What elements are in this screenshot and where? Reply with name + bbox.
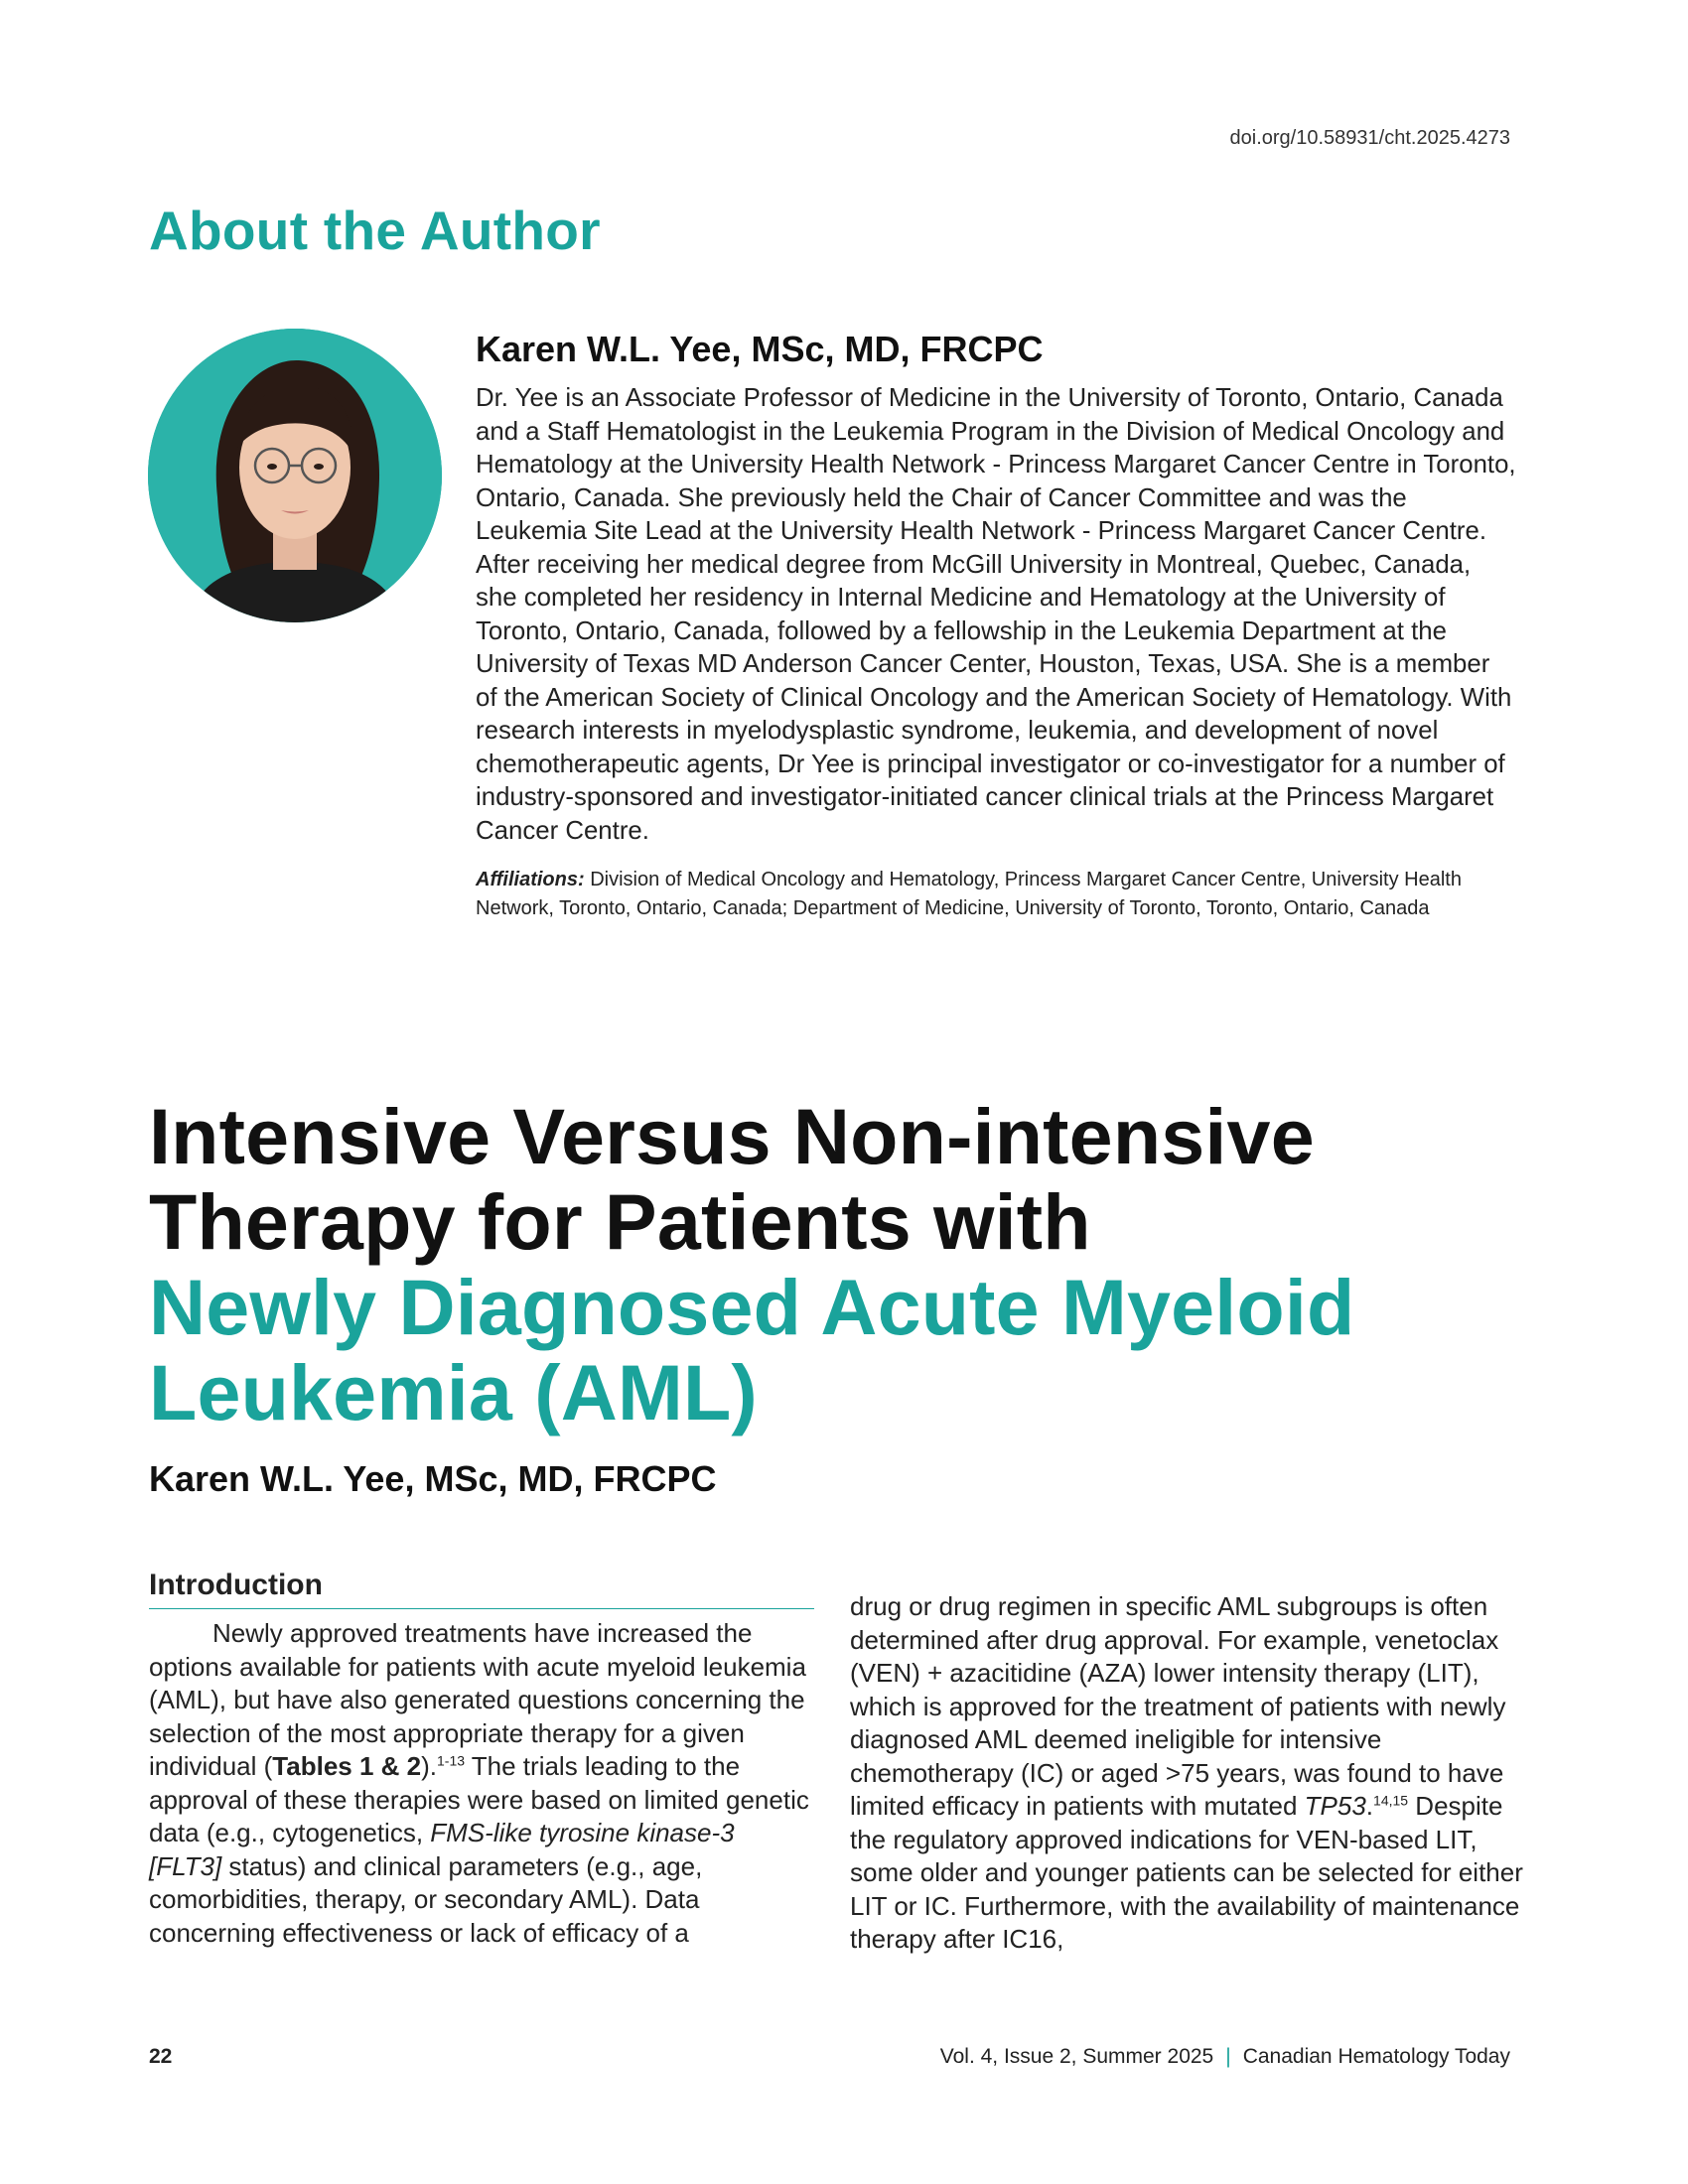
intro-paragraph-right [850, 1590, 1535, 1957]
title-line-2: Therapy for Patients with [149, 1177, 1091, 1266]
introduction-heading: Introduction [149, 1569, 814, 1609]
bio-text: Dr. Yee is an Associate Professor of Medicine in the University of Toronto, Ontario, Canada and a Staff Hematologist in the Leukemia Program in the Division of Medical Oncology and Hematology at the University Health Network - Princess Margaret Cancer Centre in Toronto, Ontario, Canada. She previously held the Chair of Cancer Committee and was the Leukemia Site Lead at the University Health Network - Princess Margaret Cancer Centre. After receiving her medical degree from McGill University in Montreal, Quebec, Canada, she completed her residency in Internal Medicine and Hematology at the University of Toronto, Ontario, Canada, followed by a fellowship in the Leukemia Department at the University of Texas MD Anderson Cancer Center, Houston, Texas, USA. She is a member of the American Society of Clinical Oncology and the American Society of Hematology. With research interests in myelodysplastic syndrome, leukemia, and development of novel chemotherapeutic agents, Dr Yee is principal investigator or co-investigator for a number of industry-sponsored and investigator-initiated cancer clinical trials at the Princess Margaret Cancer Centre. [476, 384, 1516, 845]
intro-text-1: Newly approved treatments have increased the options available for patients with acute myeloid leukemia (AML), but have also generated questions concerning the selection of the most appropriate therapy for a given individual ( [149, 1618, 806, 1781]
article-title [149, 1094, 1539, 1435]
left-column [149, 1569, 814, 1950]
article-author: Karen W.L. Yee, MSc, MD, FRCPC [149, 1458, 717, 1499]
affiliations-text: Division of Medical Oncology and Hematology, Princess Margaret Cancer Centre, University Health Network, Toronto, Ontario, Canada; Department of Medicine, University of Toronto, Toronto, Ontario, Canada [476, 869, 1462, 920]
citation-14-15: 14,15 [1373, 1792, 1409, 1809]
doi-link[interactable]: doi.org/10.58931/cht.2025.4273 [1229, 127, 1510, 149]
intro-text-3: The trials leading to the approval of these therapies were based on limited genetic data (e.g., cytogenetics, [149, 1751, 809, 1847]
right-text-3: Despite the regulatory approved indications for VEN-based LIT, some older and younger patients can be selected for either LIT or IC. Furthermore, with the availability of maintenance therapy after IC16, [850, 1791, 1523, 1954]
right-text-1: drug or drug regimen in specific AML subgroups is often determined after drug approval. For example, venetoclax (VEN) + azacitidine (AZA) lower intensity therapy (LIT), which is approved for the treatment of patients with newly diagnosed AML deemed ineligible for intensive chemotherapy (IC) or aged >75 years, was found to have limited efficacy in patients with mutated [850, 1591, 1506, 1821]
about-author-heading: About the Author [149, 200, 601, 261]
right-text-2: . [1365, 1791, 1374, 1821]
affiliations-label: Affiliations: [476, 869, 585, 891]
flt3-term: FMS-like tyrosine kinase-3 [FLT3] [149, 1818, 735, 1881]
footer-journal-info [940, 2045, 1510, 2069]
tables-reference: Tables 1 & 2 [272, 1751, 422, 1781]
footer-issue: Vol. 4, Issue 2, Summer 2025 [939, 2045, 1214, 2068]
author-bio-block [476, 328, 1518, 923]
tp53-term: TP53 [1304, 1791, 1366, 1821]
author-photo [148, 329, 442, 622]
citation-1-13: 1-13 [437, 1752, 466, 1769]
right-column [850, 1590, 1535, 1957]
bio-author-name: Karen W.L. Yee, MSc, MD, FRCPC [476, 329, 1044, 369]
footer-journal: Canadian Hematology Today [1242, 2045, 1510, 2068]
intro-paragraph-left [149, 1617, 814, 1950]
footer-separator: | [1225, 2045, 1231, 2068]
page-number: 22 [149, 2045, 173, 2068]
author-portrait-image [148, 329, 442, 622]
affiliations [476, 866, 1518, 923]
title-line-1: Intensive Versus Non-intensive [149, 1092, 1315, 1180]
intro-text-4: status) and clinical parameters (e.g., age, comorbidities, therapy, or secondary AML). Data concerning effectiveness or lack of efficacy of a [149, 1850, 703, 1948]
title-line-4: Leukemia (AML) [149, 1348, 758, 1436]
title-line-3: Newly Diagnosed Acute Myeloid [149, 1263, 1355, 1351]
intro-text-2: ). [421, 1751, 437, 1781]
